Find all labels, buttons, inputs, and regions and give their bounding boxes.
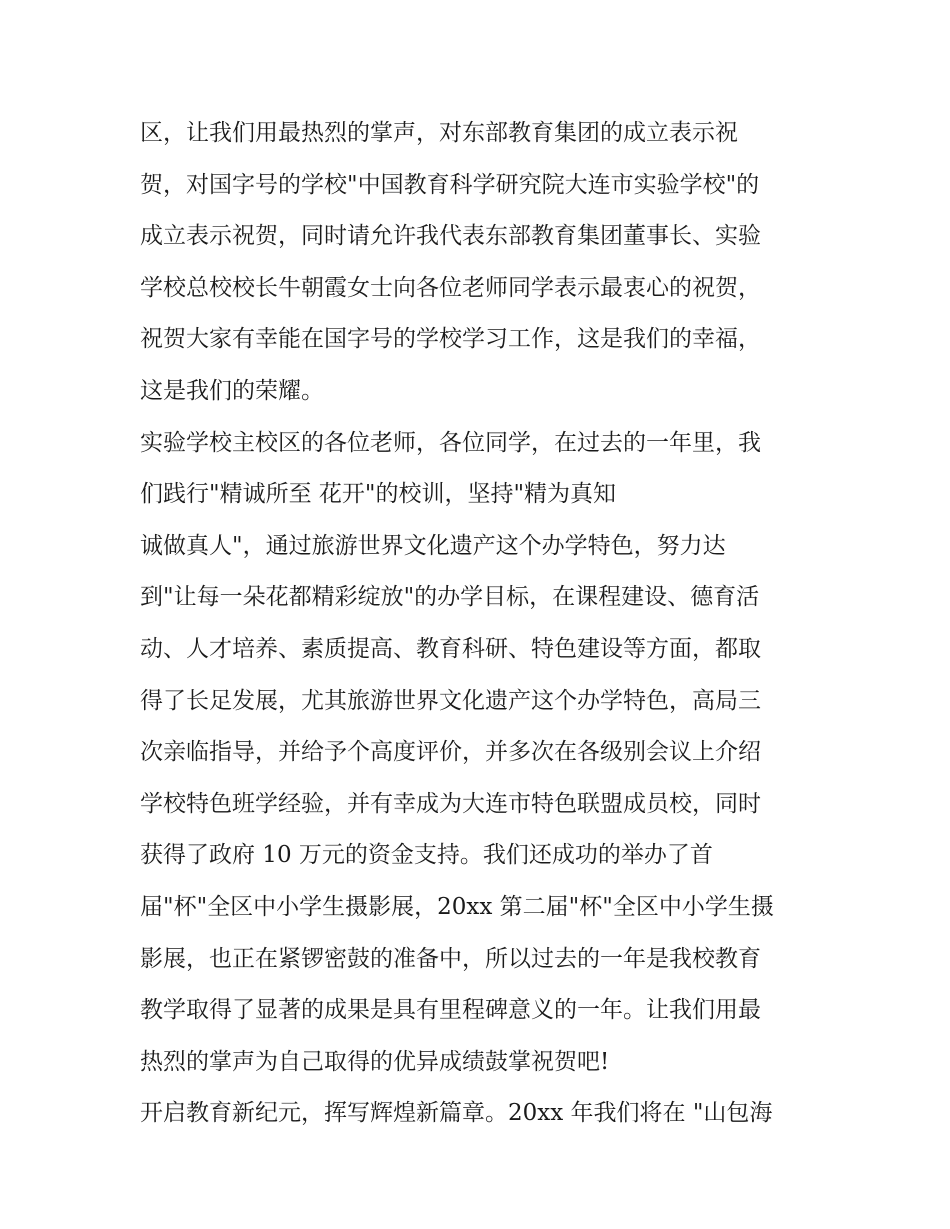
text-line: 教学取得了显著的成果是具有里程碑意义的一年。让我们用最 bbox=[140, 997, 761, 1024]
text-line: 影展，也正在紧锣密鼓的准备中，所以过去的一年是我校教育 bbox=[140, 945, 761, 972]
text-line: 实验学校主校区的各位老师，各位同学，在过去的一年里，我 bbox=[140, 429, 761, 456]
text-line: 次亲临指导，并给予个高度评价，并多次在各级别会议上介绍 bbox=[140, 739, 761, 766]
text-line: 祝贺大家有幸能在国字号的学校学习工作，这是我们的幸福， bbox=[140, 326, 761, 353]
text-line: 热烈的掌声为自己取得的优异成绩鼓掌祝贺吧! bbox=[140, 1048, 610, 1075]
text-line: 区，让我们用最热烈的掌声，对东部教育集团的成立表示祝 bbox=[140, 120, 738, 146]
body-text bbox=[140, 108, 830, 1140]
text-line: 贺，对国字号的学校"中国教育科学研究院大连市实验学校"的 bbox=[140, 171, 760, 198]
text-line: 届"杯"全区中小学生摄影展，20xx 第二届"杯"全区中小学生摄 bbox=[140, 893, 774, 920]
text-line: 成立表示祝贺，同时请允许我代表东部教育集团董事长、实验 bbox=[140, 223, 761, 250]
text-line: 开启教育新纪元，挥写辉煌新篇章。20xx 年我们将在 "山包海 bbox=[140, 1100, 773, 1127]
text-line: 诚做真人"，通过旅游世界文化遗产这个办学特色，努力达 bbox=[140, 532, 726, 559]
text-line: 得了长足发展，尤其旅游世界文化遗产这个办学特色，高局三 bbox=[140, 687, 761, 714]
text-line: 这是我们的荣耀。 bbox=[140, 377, 324, 404]
text-line: 学校特色班学经验，并有幸成为大连市特色联盟成员校，同时 bbox=[140, 790, 761, 817]
text-line: 学校总校校长牛朝霞女士向各位老师同学表示最衷心的祝贺， bbox=[140, 274, 761, 301]
text-line: 到"让每一朵花都精彩绽放"的办学目标，在课程建设、德育活 bbox=[140, 584, 760, 611]
text-line: 获得了政府 10 万元的资金支持。我们还成功的举办了首 bbox=[140, 842, 713, 869]
text-line: 们践行"精诚所至 花开"的校训，坚持"精为真知 bbox=[140, 481, 617, 508]
text-line: 动、人才培养、素质提高、教育科研、特色建设等方面，都取 bbox=[140, 635, 761, 662]
